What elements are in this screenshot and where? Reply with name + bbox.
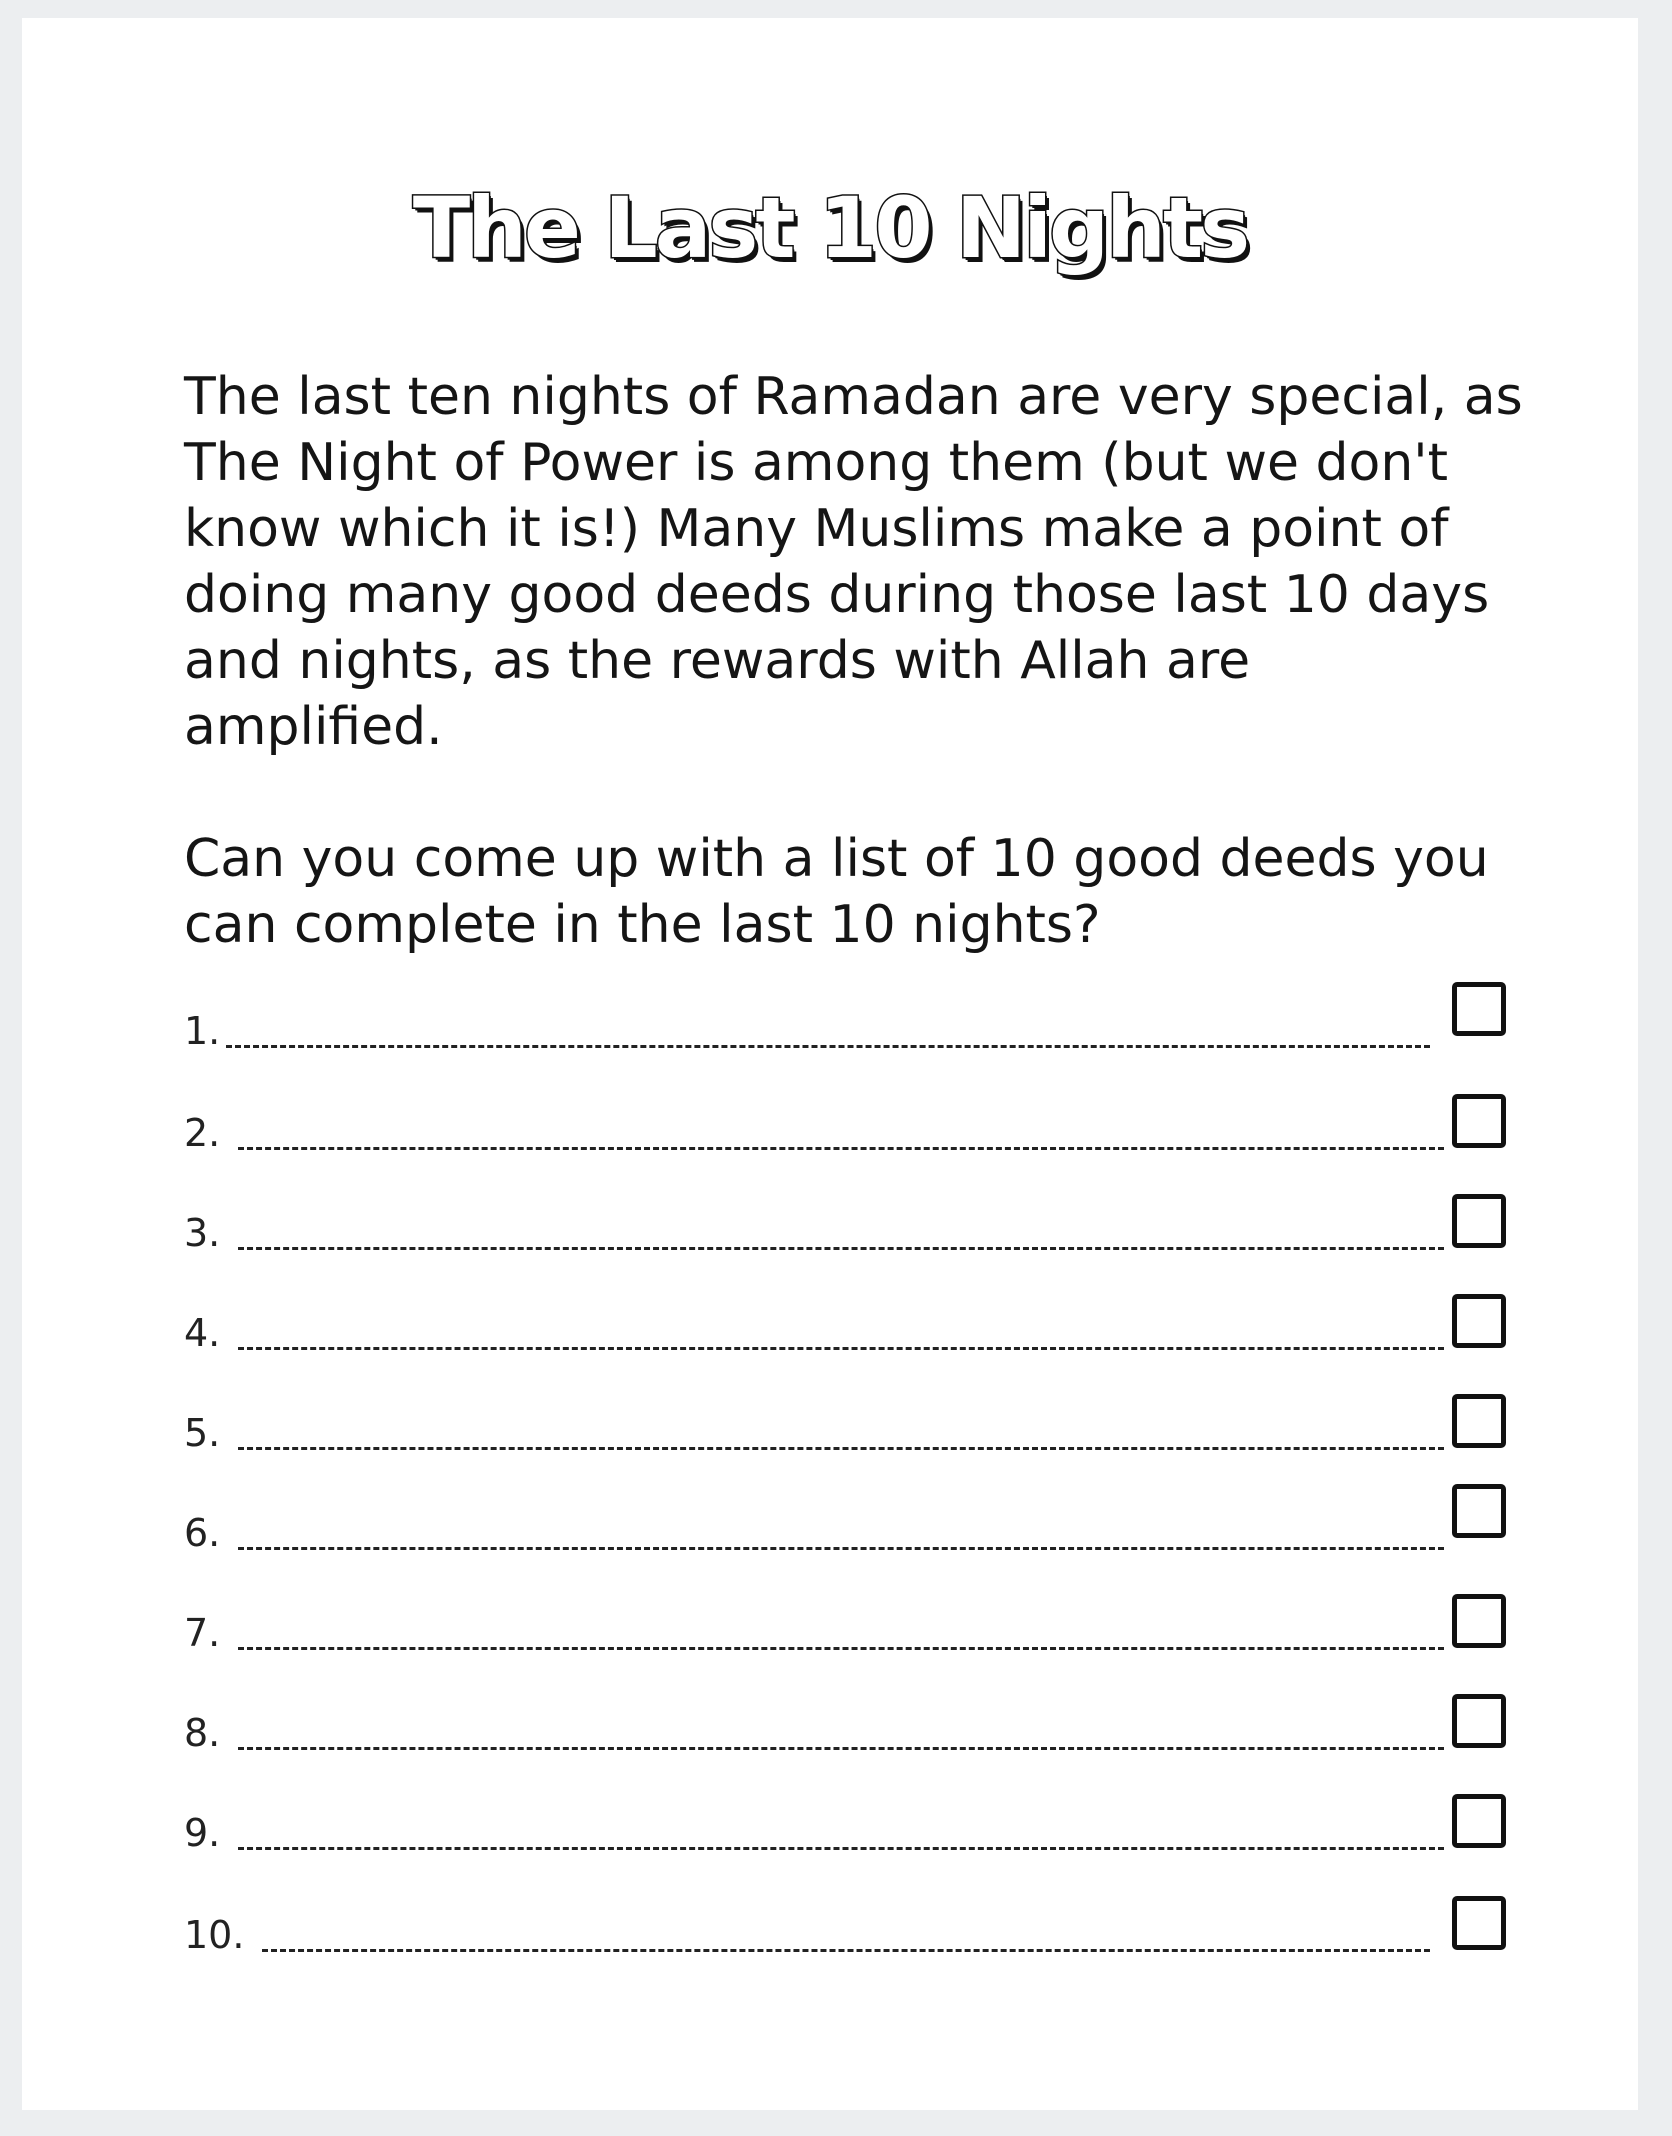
deed-write-line[interactable] (238, 1147, 1444, 1150)
deed-row-5 (184, 1388, 1506, 1458)
deed-checkbox[interactable] (1452, 1896, 1506, 1950)
page-title: The Last 10 Nights (412, 179, 1248, 277)
deed-number: 10. (184, 1913, 245, 1957)
deed-number: 7. (184, 1611, 221, 1655)
deed-row-2 (184, 1088, 1506, 1158)
deed-write-line[interactable] (238, 1447, 1444, 1450)
deed-number: 2. (184, 1111, 221, 1155)
deed-write-line[interactable] (238, 1347, 1444, 1350)
deed-checkbox[interactable] (1452, 1094, 1506, 1148)
deed-number: 3. (184, 1211, 221, 1255)
deed-write-line[interactable] (226, 1045, 1430, 1048)
intro-paragraph: The last ten nights of Ramadan are very special, as The Night of Power is among them (but we don't know which it is!) Many Muslims make a point of doing many good deeds during those last 10 days and nights, as the rewards with Allah are amplified. (184, 367, 1523, 757)
deed-checkbox[interactable] (1452, 1594, 1506, 1648)
worksheet-page (22, 18, 1638, 2110)
deed-write-line[interactable] (238, 1847, 1444, 1850)
deed-checkbox[interactable] (1452, 1694, 1506, 1748)
deed-row-7 (184, 1588, 1506, 1658)
deed-row-6 (184, 1488, 1506, 1558)
deed-number: 4. (184, 1311, 221, 1355)
deed-write-line[interactable] (238, 1647, 1444, 1650)
deed-checkbox[interactable] (1452, 1794, 1506, 1848)
deed-checkbox[interactable] (1452, 982, 1506, 1036)
deed-checkbox[interactable] (1452, 1484, 1506, 1538)
deed-number: 8. (184, 1711, 221, 1755)
deed-write-line[interactable] (238, 1547, 1444, 1550)
deed-row-4 (184, 1288, 1506, 1358)
deed-checkbox[interactable] (1452, 1294, 1506, 1348)
deed-checkbox[interactable] (1452, 1394, 1506, 1448)
deed-row-1 (184, 986, 1506, 1056)
deed-number: 1. (184, 1009, 221, 1053)
deed-row-3 (184, 1188, 1506, 1258)
deed-number: 5. (184, 1411, 221, 1455)
deed-row-9 (184, 1788, 1506, 1858)
deed-write-line[interactable] (238, 1747, 1444, 1750)
deed-write-line[interactable] (238, 1247, 1444, 1250)
deed-checkbox[interactable] (1452, 1194, 1506, 1248)
deed-number: 9. (184, 1811, 221, 1855)
deed-write-line[interactable] (262, 1949, 1430, 1952)
deed-row-8 (184, 1688, 1506, 1758)
deed-row-10 (184, 1890, 1506, 1960)
deed-number: 6. (184, 1511, 221, 1555)
prompt-paragraph: Can you come up with a list of 10 good deeds you can complete in the last 10 nights? (184, 829, 1489, 955)
